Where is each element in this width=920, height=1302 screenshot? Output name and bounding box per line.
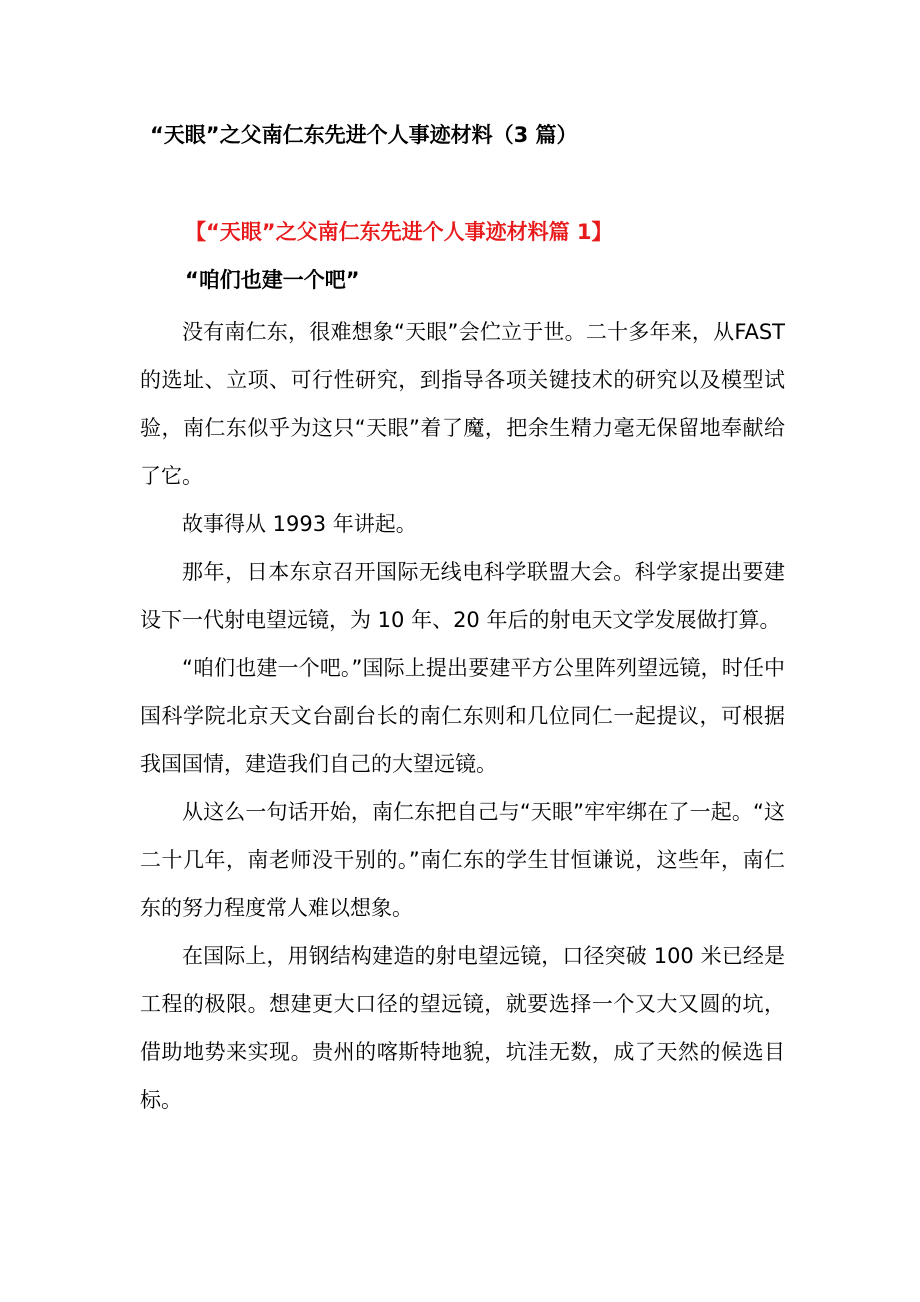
paragraph: 没有南仁东，很难想象“天眼”会伫立于世。二十多年来，从FAST 的选址、立项、可行性研究，到指导各项关键技术的研究以及模型试验，南仁东似乎为这只“天眼”着了魔，把余生精力毫无保留地奉献给了它。 (140, 320, 785, 488)
document-title: “天眼”之父南仁东先进个人事迹材料（3 篇） (150, 123, 578, 147)
paragraph: 故事得从 1993 年讲起。 (182, 512, 417, 536)
paragraph: “咱们也建一个吧。”国际上提出要建平方公里阵列望远镜，时任中国科学院北京天文台副台长的南仁东则和几位同仁一起提议，可根据我国国情，建造我们自己的大望远镜。 (140, 656, 785, 776)
paragraph: 那年，日本东京召开国际无线电科学联盟大会。科学家提出要建设下一代射电望远镜，为 10 年、20 年后的射电天文学发展做打算。 (140, 560, 785, 632)
sub-heading: “咱们也建一个吧” (185, 268, 360, 292)
paragraph: 在国际上，用钢结构建造的射电望远镜，口径突破 100 米已经是工程的极限。想建更大口径的望远镜，就要选择一个又大又圆的坑，借助地势来实现。贵州的喀斯特地貌，坑洼无数，成了天然的候选目标。 (140, 944, 785, 1112)
section-heading: 【“天眼”之父南仁东先进个人事迹材料篇 1】 (185, 220, 613, 244)
article-body (140, 308, 785, 1124)
paragraph: 从这么一句话开始，南仁东把自己与“天眼”牢牢绑在了一起。“这二十几年，南老师没干别的。”南仁东的学生甘恒谦说，这些年，南仁东的努力程度常人难以想象。 (140, 800, 785, 920)
